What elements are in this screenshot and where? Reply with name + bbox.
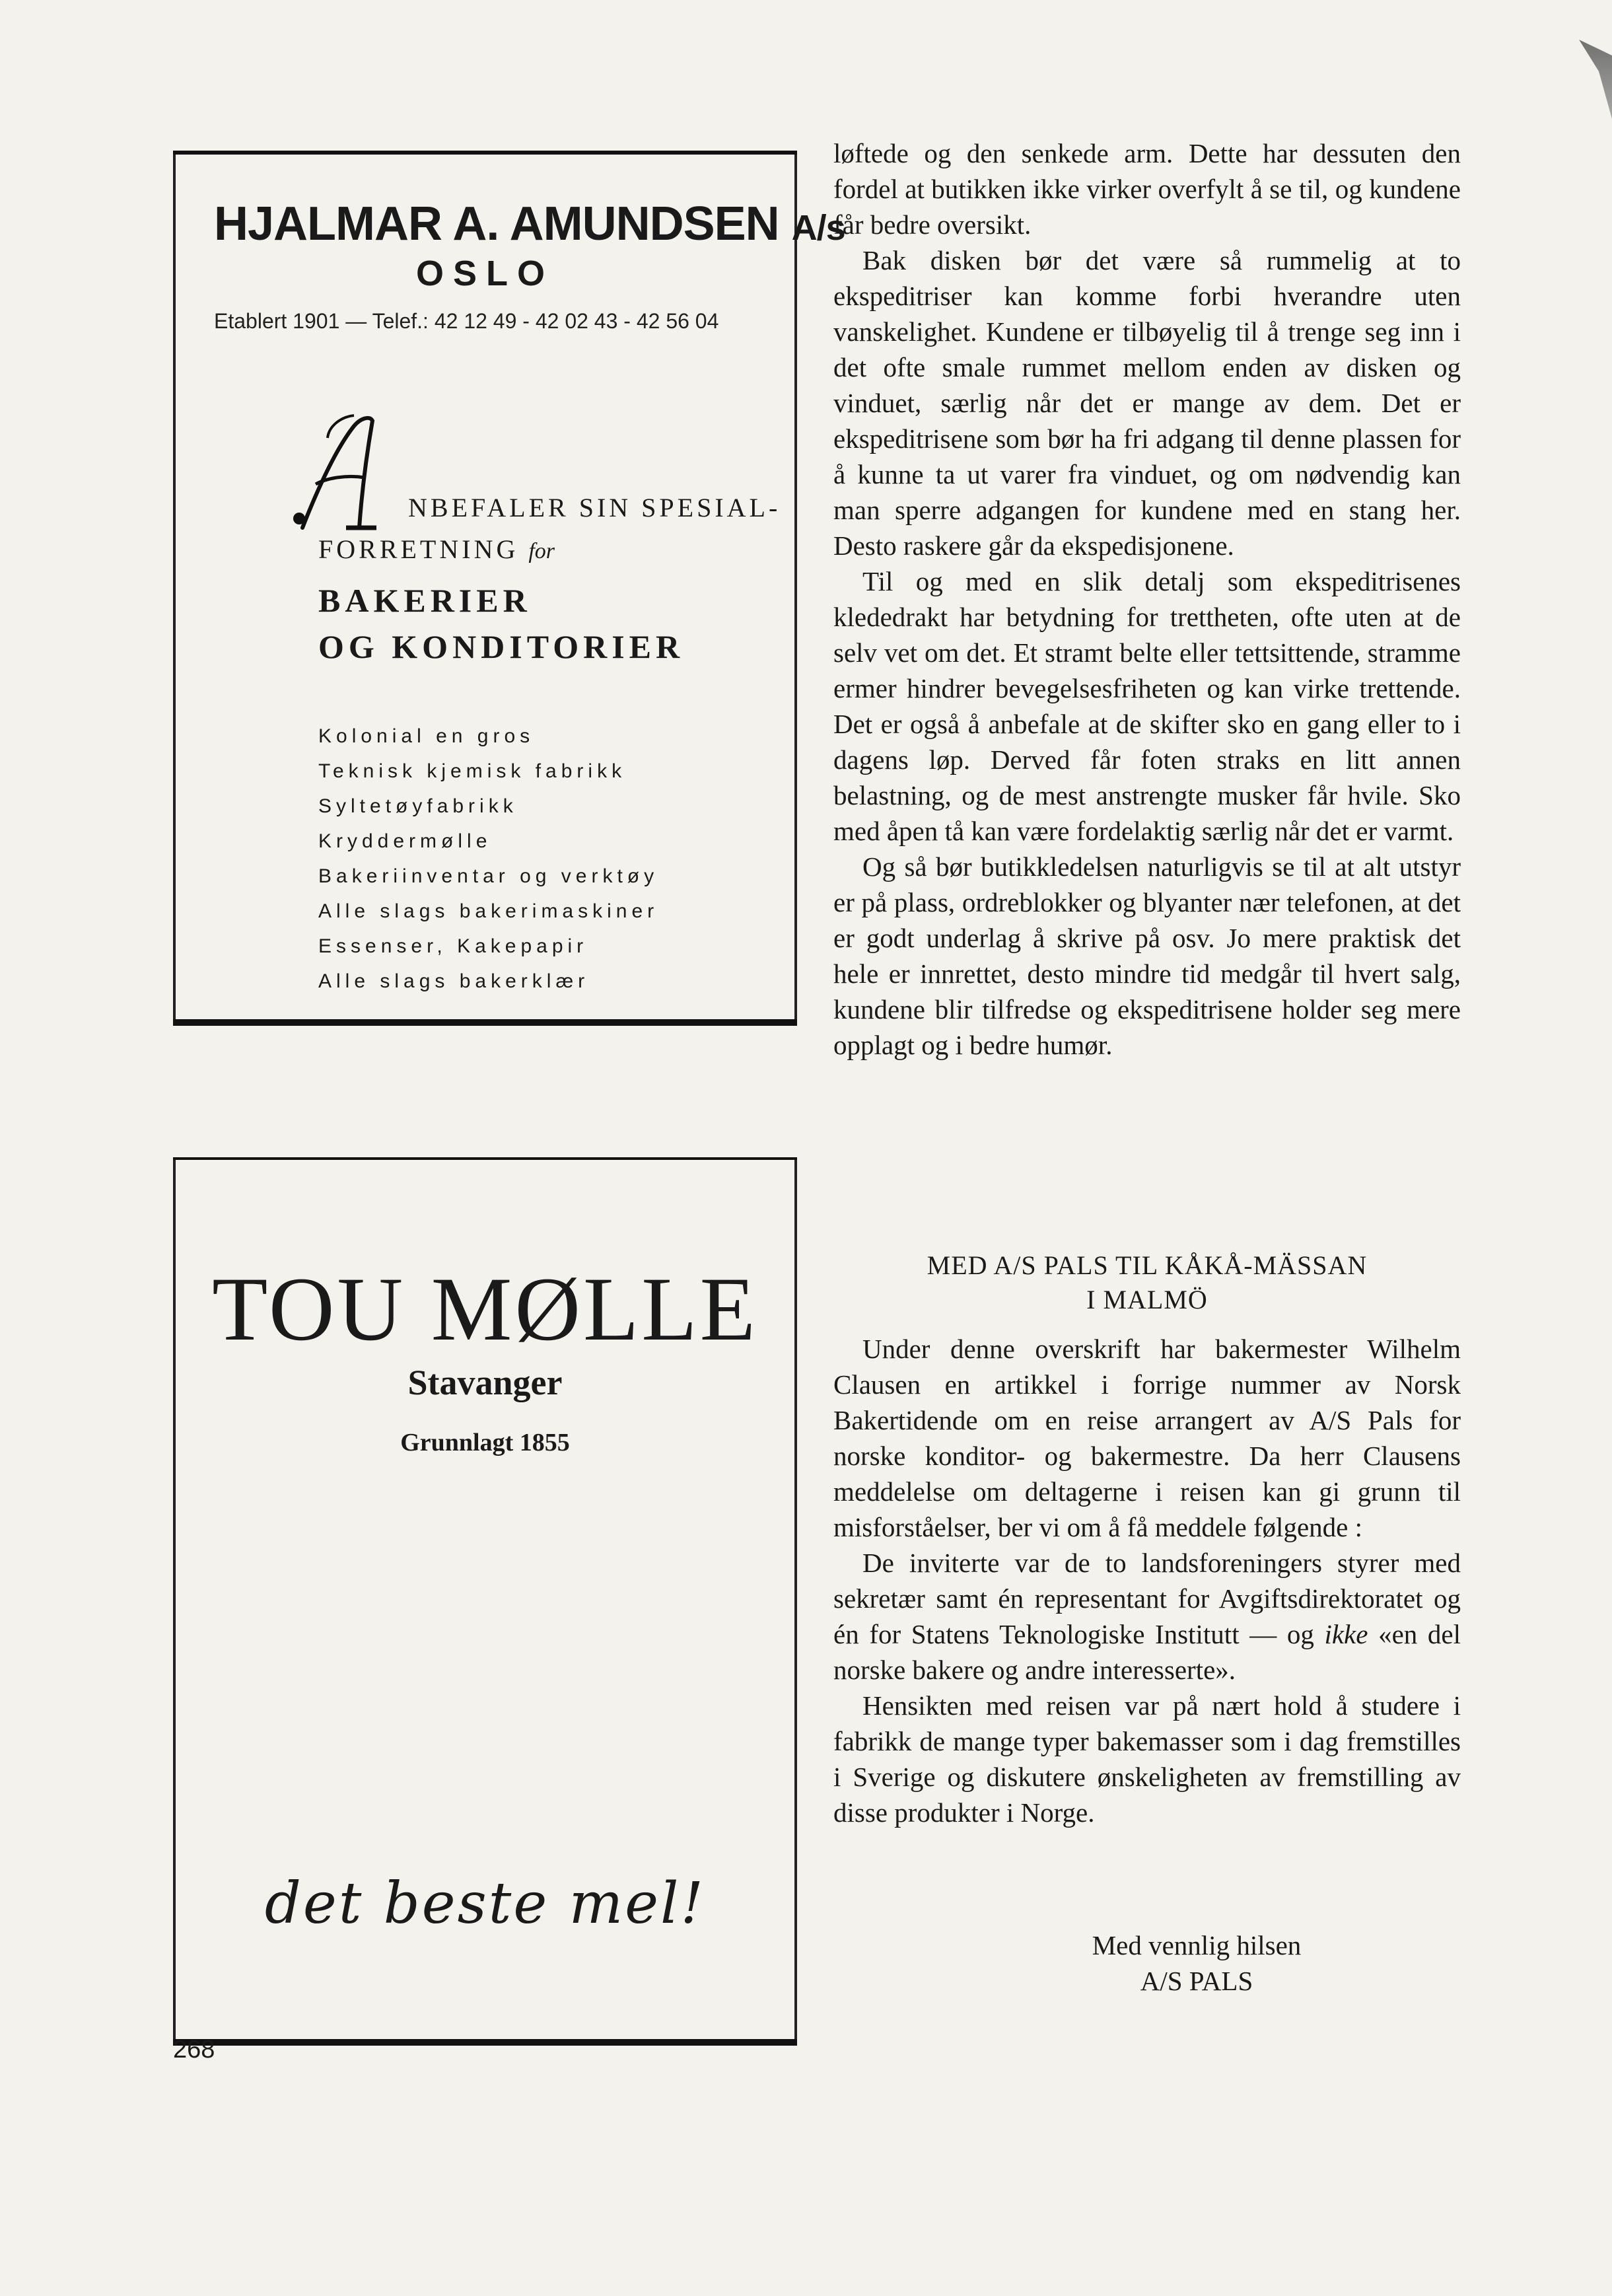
pals-article-body — [833, 1331, 1461, 1830]
product-item: Essenser, Kakepapir — [318, 935, 588, 957]
company-suffix: A/s — [791, 208, 845, 248]
ad-top-rule — [173, 151, 797, 155]
tou-molle-advertisement — [173, 1157, 797, 2046]
recommend-line-2 — [318, 534, 555, 565]
closing-greeting: Med vennlig hilsen — [1092, 1930, 1302, 1960]
mill-name: TOU MØLLE — [212, 1258, 758, 1359]
emphasis-ikke: ikke — [1324, 1619, 1368, 1649]
article-heading-line-1: MED A/S PALS TIL KÅKÅ-MÄSSAN — [927, 1250, 1368, 1280]
paragraph-text: «en del norske bakere og andre interesserte». — [833, 1619, 1461, 1685]
continued-article-text — [833, 135, 1461, 1063]
ad-bottom-rule — [173, 2039, 797, 2046]
product-item: Kryddermølle — [318, 830, 492, 852]
paragraph: Til og med en slik detalj som ekspeditrisenes klededrakt har betydning for trettheten, ofte uten at de selv vet om det. Et stramt belte eller tettsittende, stramme ermer hindrer bevegelsesfriheten og kan virke trettende. Det er også å anbefale at de skifter sko en gang eller to i dagens løp. Derved får foten straks en litt annen belastning, og de mest anstrengte musker får hvile. Sko med åpen tå kan være fordelaktig særlig når det er varmt. — [833, 566, 1461, 846]
article-signoff — [833, 1927, 1461, 1999]
recommend-for: for — [528, 539, 555, 563]
product-item: Kolonial en gros — [318, 725, 535, 747]
headline-konditorier: OG KONDITORIER — [318, 628, 685, 665]
mill-slogan: det beste mel! — [264, 1871, 706, 1937]
company-name — [214, 197, 845, 251]
product-item: Teknisk kjemisk fabrikk — [318, 760, 627, 782]
company-city: OSLO — [415, 254, 554, 293]
product-item: Bakeriinventar og verktøy — [318, 865, 659, 887]
product-item: Syltetøyfabrikk — [318, 795, 518, 817]
mill-city: Stavanger — [407, 1363, 563, 1402]
paragraph-text: De inviterte var de to landsforeningers styrer med sekretær samt én representant for Avgiftsdirektoratet og én for Statens Teknologiske Institutt — og — [833, 1548, 1461, 1649]
signature: A/S PALS — [1140, 1966, 1253, 1996]
recommend-line-2-text: FORRETNING — [318, 534, 519, 564]
paragraph: Hensikten med reisen var på nært hold å studere i fabrikk de mange typer bakemasser som i dag fremstilles i Sverige og diskutere ønskeligheten av fremstilling av disse produkter i Norge. — [833, 1690, 1461, 1828]
article-heading — [833, 1248, 1461, 1317]
ad-top-rule — [173, 1157, 797, 1160]
company-name-text: HJALMAR A. AMUNDSEN — [214, 197, 779, 250]
recommend-line-1: NBEFALER SIN SPESIAL- — [408, 493, 781, 522]
scan-corner-mark — [1579, 40, 1612, 119]
amundsen-advertisement — [173, 151, 845, 1026]
ad-bottom-rule — [173, 1019, 797, 1026]
product-list — [318, 719, 658, 999]
page-number: 268 — [173, 2036, 215, 2063]
paragraph — [833, 1545, 1461, 1688]
product-item: Alle slags bakerklær — [318, 970, 590, 992]
paragraph: løftede og den senkede arm. Dette har dessuten den fordel at butikken ikke virker overfylt å se til, og kundene får bedre oversikt. — [833, 138, 1461, 240]
mill-founded: Grunnlagt 1855 — [400, 1429, 570, 1456]
paragraph: Og så bør butikkledelsen naturligvis se til at alt utstyr er på plass, ordreblokker og blyanter nær telefonen, at det er godt underlag å skrive på osv. Jo mere praktisk det hele er innrettet, desto mindre tid medgår til hvert salg, kundene blir tilfredse og ekspeditrisene holder seg mere opplagt og i bedre humør. — [833, 851, 1461, 1060]
article-heading-line-2: I MALMÖ — [1086, 1285, 1208, 1314]
headline-bakerier: BAKERIER — [318, 582, 532, 619]
product-item: Alle slags bakerimaskiner — [318, 900, 659, 922]
paragraph: Bak disken bør det være så rummelig at to ekspeditriser kan komme forbi hverandre uten vanskelighet. Kundene er tilbøyelig til å trenge seg inn i det ofte smale rummet mellom enden av disken og vinduet, særlig når det er mange av dem. Det er ekspeditrisene som bør ha fri adgang til denne plassen for å kunne ta ut varer fra vinduet, og om nødvendig kan man sperre adgangen for kundene med en stang her. Desto raskere går da ekspedisjonene. — [833, 245, 1461, 561]
paragraph: Under denne overskrift har bakermester Wilhelm Clausen en artikkel i forrige nummer av Norsk Bakertidende om en reise arrangert av A/S Pals for norske konditor- og bakermestre. Da herr Clausens meddelelse om deltagerne i reisen kan gi grunn til misforståelser, ber vi om å få meddele følgende : — [833, 1334, 1461, 1542]
company-contact: Etablert 1901 — Telef.: 42 12 49 - 42 02 43 - 42 56 04 — [214, 309, 719, 333]
bullet-dot — [293, 513, 305, 524]
